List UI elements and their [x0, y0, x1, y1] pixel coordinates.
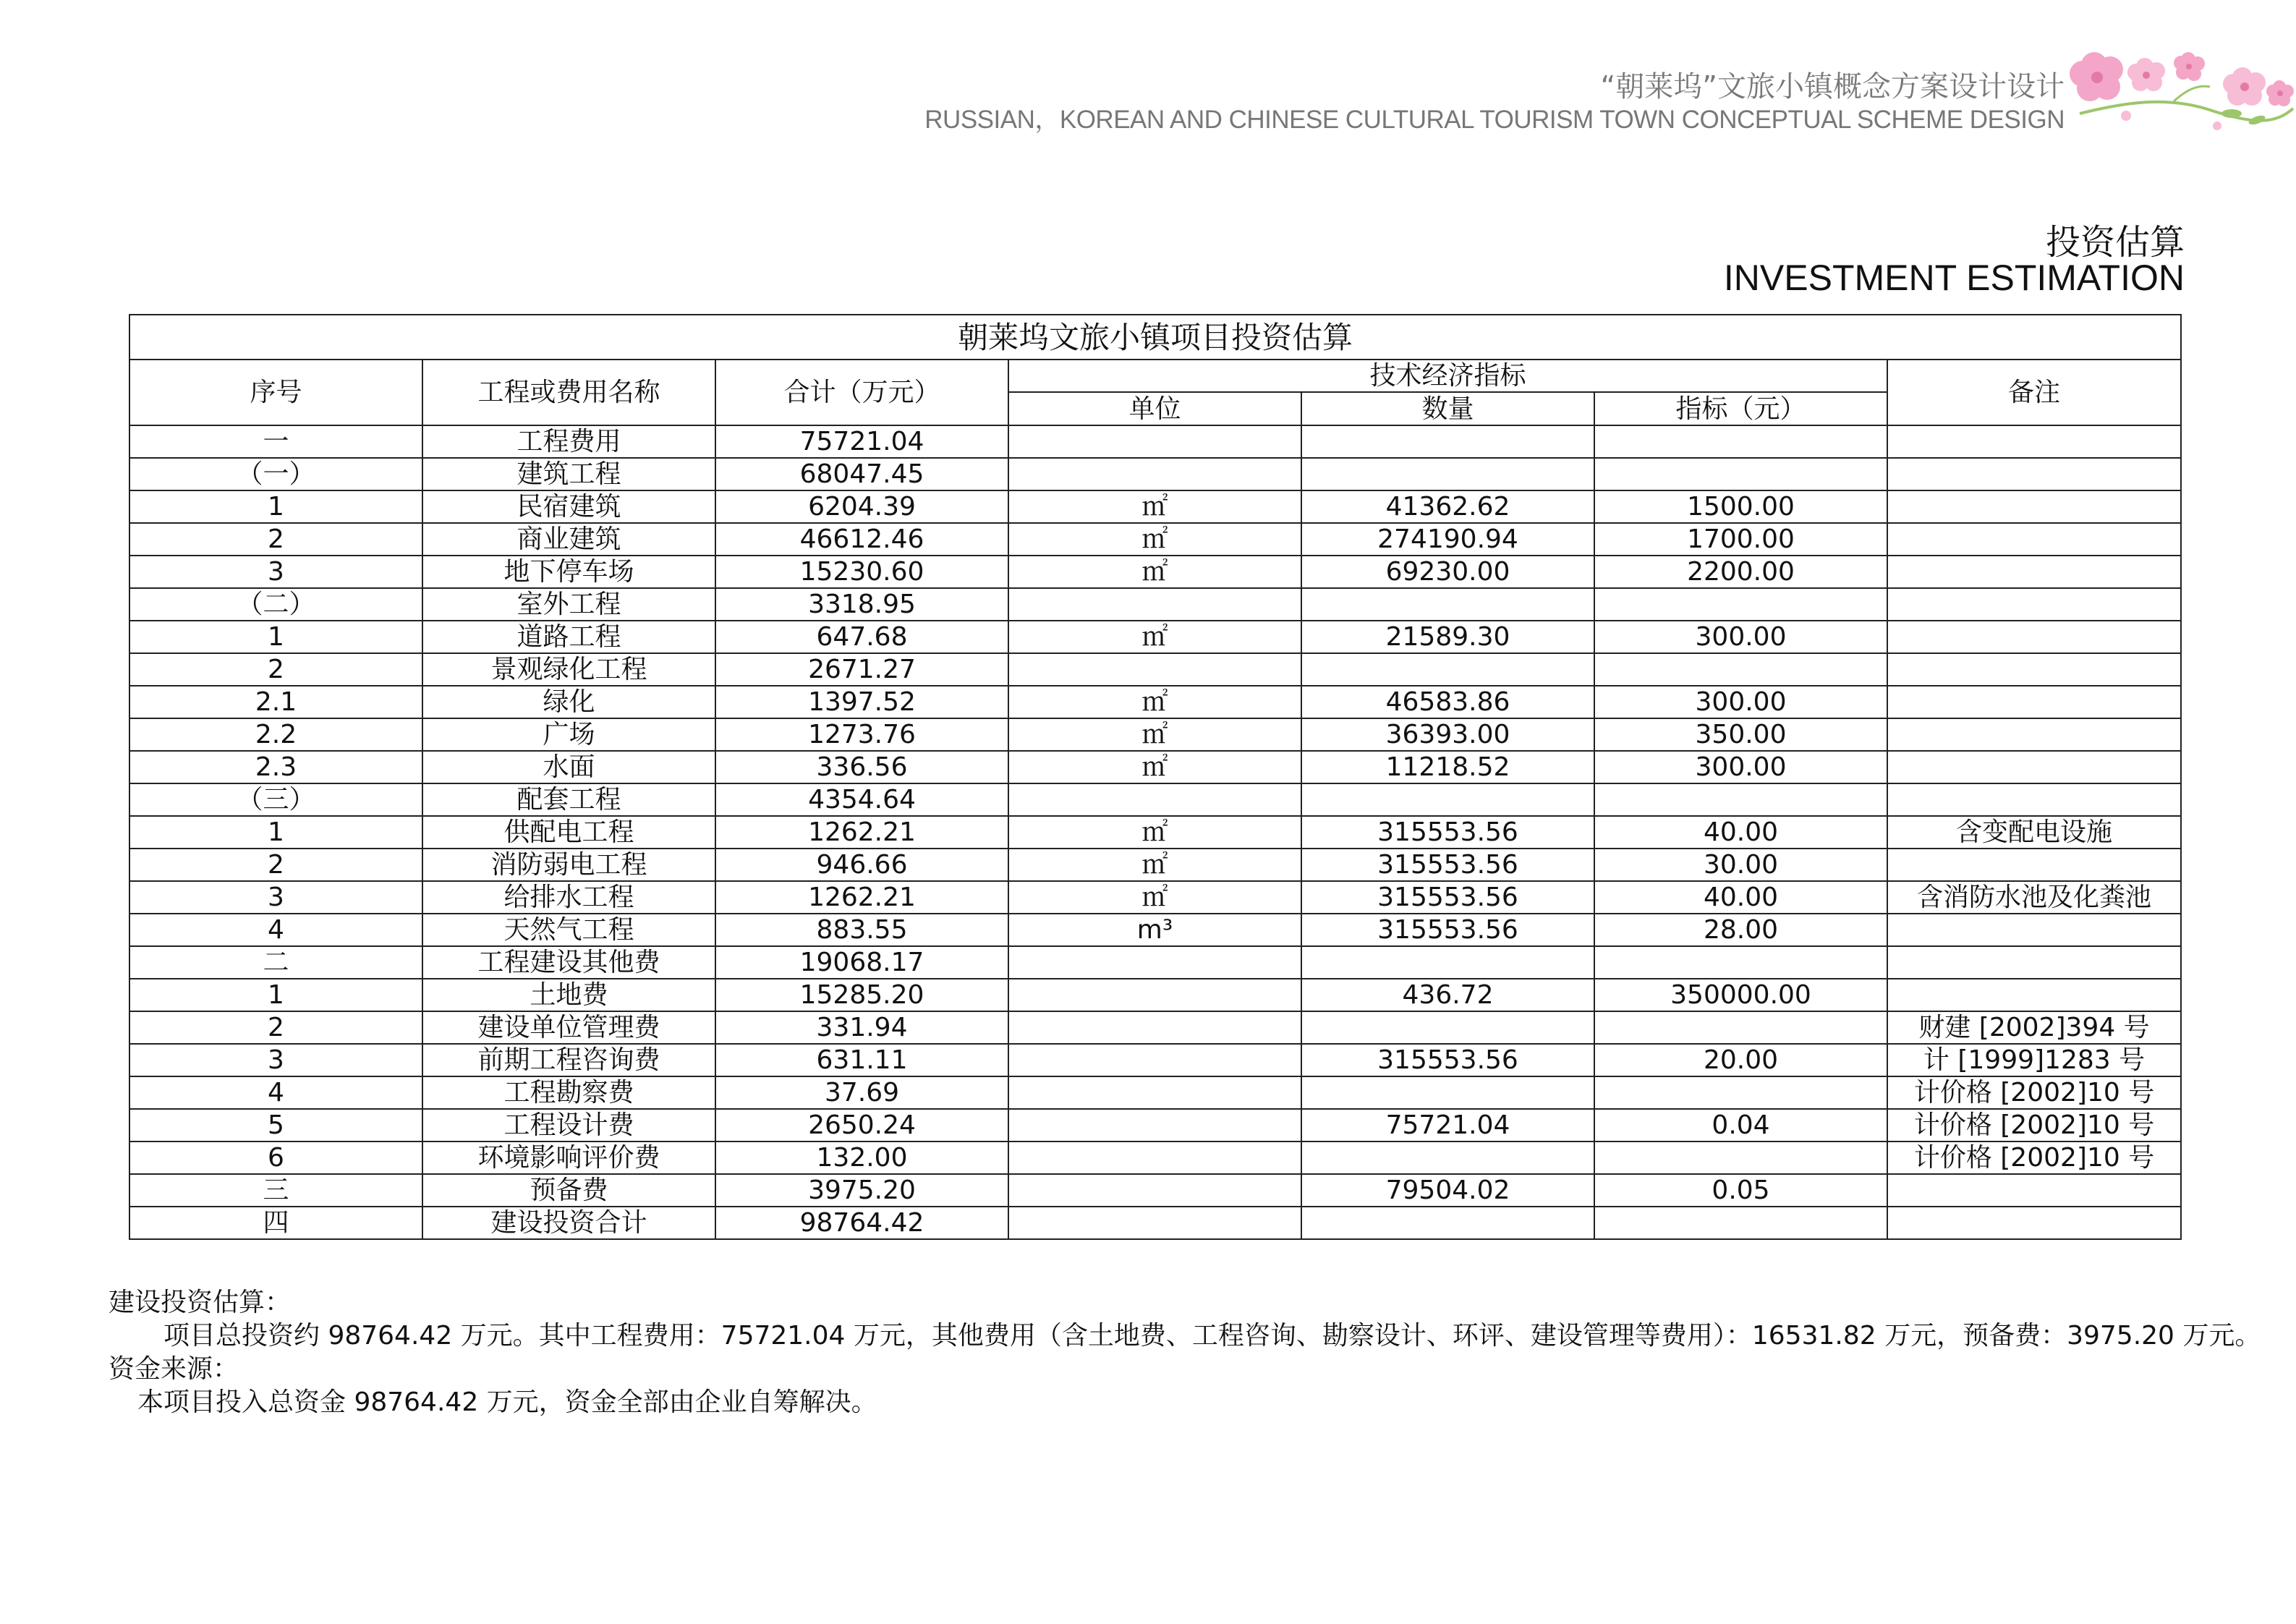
table-row	[129, 1011, 2181, 1044]
cell-name: 土地费	[422, 979, 715, 1011]
cell-total: 3975.20	[715, 1174, 1008, 1207]
cell-name: 给排水工程	[422, 881, 715, 914]
cell-name: 道路工程	[422, 621, 715, 653]
cell-remark	[1887, 556, 2181, 588]
table-row	[129, 1142, 2181, 1174]
cell-name: 工程建设其他费	[422, 946, 715, 979]
cell-name: 地下停车场	[422, 556, 715, 588]
cell-qty	[1301, 458, 1594, 490]
cell-qty: 11218.52	[1301, 751, 1594, 783]
cell-seq: （二）	[129, 588, 422, 621]
cell-remark	[1887, 849, 2181, 881]
table-row	[129, 1207, 2181, 1239]
cell-seq: 1	[129, 979, 422, 1011]
header-remark: 备注	[1887, 360, 2181, 425]
cell-seq: 2.3	[129, 751, 422, 783]
cell-index	[1594, 653, 1887, 686]
cell-remark	[1887, 946, 2181, 979]
cell-seq: 3	[129, 881, 422, 914]
cell-index: 1700.00	[1594, 523, 1887, 556]
cell-total: 331.94	[715, 1011, 1008, 1044]
cell-unit	[1008, 1142, 1301, 1174]
cell-seq: 1	[129, 490, 422, 523]
cherry-blossom-decoration	[2065, 45, 2296, 135]
cell-qty: 36393.00	[1301, 718, 1594, 751]
funding-heading: 资金来源：	[109, 1354, 239, 1384]
cell-total: 2671.27	[715, 653, 1008, 686]
cell-unit: ㎡	[1008, 686, 1301, 718]
table-row	[129, 686, 2181, 718]
cell-qty: 315553.56	[1301, 914, 1594, 946]
header-tech-indicators: 技术经济指标	[1008, 360, 1887, 392]
cell-unit: ㎡	[1008, 849, 1301, 881]
table-row	[129, 1174, 2181, 1207]
cell-qty: 436.72	[1301, 979, 1594, 1011]
cell-index: 0.05	[1594, 1174, 1887, 1207]
cell-name: 民宿建筑	[422, 490, 715, 523]
table-row	[129, 718, 2181, 751]
cell-unit: ㎡	[1008, 621, 1301, 653]
cell-total: 1262.21	[715, 881, 1008, 914]
cell-unit: ㎡	[1008, 881, 1301, 914]
table-row	[129, 979, 2181, 1011]
table-row	[129, 946, 2181, 979]
cell-unit: m³	[1008, 914, 1301, 946]
cell-qty	[1301, 588, 1594, 621]
cell-qty: 69230.00	[1301, 556, 1594, 588]
cell-seq: 二	[129, 946, 422, 979]
cell-remark: 计价格 [2002]10 号	[1887, 1142, 2181, 1174]
cell-total: 37.69	[715, 1076, 1008, 1109]
cell-remark: 计价格 [2002]10 号	[1887, 1076, 2181, 1109]
table-row	[129, 621, 2181, 653]
cell-seq: 2	[129, 653, 422, 686]
cell-seq: 5	[129, 1109, 422, 1142]
cell-total: 68047.45	[715, 458, 1008, 490]
cell-qty: 41362.62	[1301, 490, 1594, 523]
cell-unit: ㎡	[1008, 751, 1301, 783]
cell-total: 4354.64	[715, 783, 1008, 816]
table-row	[129, 1076, 2181, 1109]
header-index: 指标（元）	[1594, 392, 1887, 425]
cell-qty: 274190.94	[1301, 523, 1594, 556]
cell-unit	[1008, 425, 1301, 458]
cell-total: 336.56	[715, 751, 1008, 783]
cell-name: 环境影响评价费	[422, 1142, 715, 1174]
cell-seq: 2	[129, 1011, 422, 1044]
cell-remark	[1887, 458, 2181, 490]
cell-remark	[1887, 914, 2181, 946]
cell-unit: ㎡	[1008, 523, 1301, 556]
cell-seq: 三	[129, 1174, 422, 1207]
cell-seq: 2	[129, 523, 422, 556]
cell-remark	[1887, 1174, 2181, 1207]
cell-unit	[1008, 1011, 1301, 1044]
cell-unit	[1008, 783, 1301, 816]
section-title-cn: 投资估算	[2045, 222, 2185, 263]
cell-index: 30.00	[1594, 849, 1887, 881]
cell-seq: 4	[129, 914, 422, 946]
estimate-text: 项目总投资约 98764.42 万元。其中工程费用：75721.04 万元，其他费用（含土地费、工程咨询、勘察设计、环评、建设管理等费用）：16531.82 万元，预备费：3975.20 万元。	[163, 1321, 2261, 1351]
table-row	[129, 849, 2181, 881]
cell-name: 景观绿化工程	[422, 653, 715, 686]
table-row	[129, 458, 2181, 490]
cell-index	[1594, 946, 1887, 979]
cell-total: 15285.20	[715, 979, 1008, 1011]
cell-seq: 6	[129, 1142, 422, 1174]
notes-section	[109, 1286, 2261, 1419]
cell-seq: 3	[129, 1044, 422, 1076]
cell-unit	[1008, 1109, 1301, 1142]
cell-total: 132.00	[715, 1142, 1008, 1174]
cell-name: 商业建筑	[422, 523, 715, 556]
cell-seq: 四	[129, 1207, 422, 1239]
table-row	[129, 523, 2181, 556]
cell-index	[1594, 588, 1887, 621]
header-name: 工程或费用名称	[422, 360, 715, 425]
cell-unit	[1008, 653, 1301, 686]
cell-unit	[1008, 1207, 1301, 1239]
cell-name: 水面	[422, 751, 715, 783]
cell-qty: 21589.30	[1301, 621, 1594, 653]
cell-name: 室外工程	[422, 588, 715, 621]
cell-index: 20.00	[1594, 1044, 1887, 1076]
cell-seq: 1	[129, 816, 422, 849]
table-row	[129, 556, 2181, 588]
cell-qty	[1301, 1011, 1594, 1044]
cell-total: 15230.60	[715, 556, 1008, 588]
cell-index: 350000.00	[1594, 979, 1887, 1011]
header-total: 合计（万元）	[715, 360, 1008, 425]
cell-remark	[1887, 686, 2181, 718]
cell-remark	[1887, 783, 2181, 816]
cell-name: 预备费	[422, 1174, 715, 1207]
cell-total: 75721.04	[715, 425, 1008, 458]
header-project-title-en: RUSSIAN，KOREAN AND CHINESE CULTURAL TOURISM TOWN CONCEPTUAL SCHEME DESIGN	[924, 106, 2065, 134]
cell-remark	[1887, 751, 2181, 783]
cell-unit: ㎡	[1008, 718, 1301, 751]
cell-name: 建设单位管理费	[422, 1011, 715, 1044]
cell-total: 3318.95	[715, 588, 1008, 621]
table-row	[129, 751, 2181, 783]
cell-seq: 3	[129, 556, 422, 588]
cell-index	[1594, 1076, 1887, 1109]
cell-name: 供配电工程	[422, 816, 715, 849]
cell-index: 300.00	[1594, 621, 1887, 653]
cell-name: 天然气工程	[422, 914, 715, 946]
cell-name: 建设投资合计	[422, 1207, 715, 1239]
header-project-title-cn: “朝莱坞”文旅小镇概念方案设计设计	[1600, 70, 2065, 103]
cell-remark	[1887, 523, 2181, 556]
cell-unit	[1008, 1174, 1301, 1207]
cell-seq: 4	[129, 1076, 422, 1109]
cell-index: 300.00	[1594, 751, 1887, 783]
cell-index: 28.00	[1594, 914, 1887, 946]
cell-total: 1273.76	[715, 718, 1008, 751]
cell-total: 631.11	[715, 1044, 1008, 1076]
cell-unit	[1008, 1044, 1301, 1076]
cell-remark: 财建 [2002]394 号	[1887, 1011, 2181, 1044]
cell-unit	[1008, 458, 1301, 490]
cell-total: 1397.52	[715, 686, 1008, 718]
cell-qty	[1301, 425, 1594, 458]
cell-remark: 计价格 [2002]10 号	[1887, 1109, 2181, 1142]
cell-name: 工程费用	[422, 425, 715, 458]
cell-qty	[1301, 783, 1594, 816]
cell-name: 建筑工程	[422, 458, 715, 490]
cell-index	[1594, 783, 1887, 816]
cell-seq: 2.1	[129, 686, 422, 718]
cell-index	[1594, 1011, 1887, 1044]
estimate-heading: 建设投资估算：	[109, 1288, 292, 1317]
cell-qty: 315553.56	[1301, 881, 1594, 914]
cell-remark	[1887, 425, 2181, 458]
cell-unit	[1008, 979, 1301, 1011]
cell-index: 300.00	[1594, 686, 1887, 718]
cell-name: 消防弱电工程	[422, 849, 715, 881]
cell-index: 40.00	[1594, 881, 1887, 914]
cell-index: 1500.00	[1594, 490, 1887, 523]
table-row	[129, 816, 2181, 849]
cell-index	[1594, 425, 1887, 458]
cell-remark	[1887, 621, 2181, 653]
cell-index	[1594, 1207, 1887, 1239]
cell-seq: 一	[129, 425, 422, 458]
table-title: 朝莱坞文旅小镇项目投资估算	[129, 315, 2181, 360]
cell-qty: 79504.02	[1301, 1174, 1594, 1207]
cell-seq: （三）	[129, 783, 422, 816]
section-title-en: INVESTMENT ESTIMATION	[1723, 258, 2185, 298]
cell-index: 350.00	[1594, 718, 1887, 751]
cell-remark: 含变配电设施	[1887, 816, 2181, 849]
cell-remark	[1887, 979, 2181, 1011]
cell-total: 2650.24	[715, 1109, 1008, 1142]
header-qty: 数量	[1301, 392, 1594, 425]
cell-remark: 计 [1999]1283 号	[1887, 1044, 2181, 1076]
cell-remark	[1887, 1207, 2181, 1239]
cell-qty	[1301, 1207, 1594, 1239]
cell-index: 0.04	[1594, 1109, 1887, 1142]
cell-seq: 2.2	[129, 718, 422, 751]
cell-total: 647.68	[715, 621, 1008, 653]
cell-qty	[1301, 1142, 1594, 1174]
cell-total: 1262.21	[715, 816, 1008, 849]
table-row	[129, 588, 2181, 621]
cell-qty: 75721.04	[1301, 1109, 1594, 1142]
cell-qty: 315553.56	[1301, 849, 1594, 881]
cell-qty: 46583.86	[1301, 686, 1594, 718]
cell-total: 46612.46	[715, 523, 1008, 556]
cell-unit	[1008, 588, 1301, 621]
cell-unit	[1008, 946, 1301, 979]
table-row	[129, 881, 2181, 914]
table-row	[129, 1044, 2181, 1076]
cell-name: 工程设计费	[422, 1109, 715, 1142]
cell-name: 绿化	[422, 686, 715, 718]
cell-qty	[1301, 946, 1594, 979]
cell-remark	[1887, 718, 2181, 751]
cell-qty: 315553.56	[1301, 816, 1594, 849]
cell-total: 19068.17	[715, 946, 1008, 979]
cell-index: 40.00	[1594, 816, 1887, 849]
header-seq: 序号	[129, 360, 422, 425]
cell-seq: （一）	[129, 458, 422, 490]
cell-qty	[1301, 1076, 1594, 1109]
cell-qty: 315553.56	[1301, 1044, 1594, 1076]
cell-unit: ㎡	[1008, 490, 1301, 523]
cell-name: 配套工程	[422, 783, 715, 816]
cell-unit	[1008, 1076, 1301, 1109]
cell-unit: ㎡	[1008, 556, 1301, 588]
cell-total: 946.66	[715, 849, 1008, 881]
cell-total: 98764.42	[715, 1207, 1008, 1239]
investment-estimate-table	[129, 314, 2182, 1240]
cell-index: 2200.00	[1594, 556, 1887, 588]
cell-qty	[1301, 653, 1594, 686]
table-row	[129, 783, 2181, 816]
table-row	[129, 653, 2181, 686]
cell-remark	[1887, 588, 2181, 621]
cell-name: 工程勘察费	[422, 1076, 715, 1109]
header-unit: 单位	[1008, 392, 1301, 425]
cell-index	[1594, 458, 1887, 490]
table-row	[129, 490, 2181, 523]
cell-name: 广场	[422, 718, 715, 751]
cell-total: 883.55	[715, 914, 1008, 946]
cell-unit: ㎡	[1008, 816, 1301, 849]
cell-remark	[1887, 653, 2181, 686]
table-row	[129, 914, 2181, 946]
cell-seq: 2	[129, 849, 422, 881]
cell-index	[1594, 1142, 1887, 1174]
cell-remark	[1887, 490, 2181, 523]
cell-seq: 1	[129, 621, 422, 653]
cell-name: 前期工程咨询费	[422, 1044, 715, 1076]
cell-remark: 含消防水池及化粪池	[1887, 881, 2181, 914]
table-row	[129, 1109, 2181, 1142]
funding-text: 本项目投入总资金 98764.42 万元，资金全部由企业自筹解决。	[137, 1387, 877, 1417]
table-row	[129, 425, 2181, 458]
cell-total: 6204.39	[715, 490, 1008, 523]
